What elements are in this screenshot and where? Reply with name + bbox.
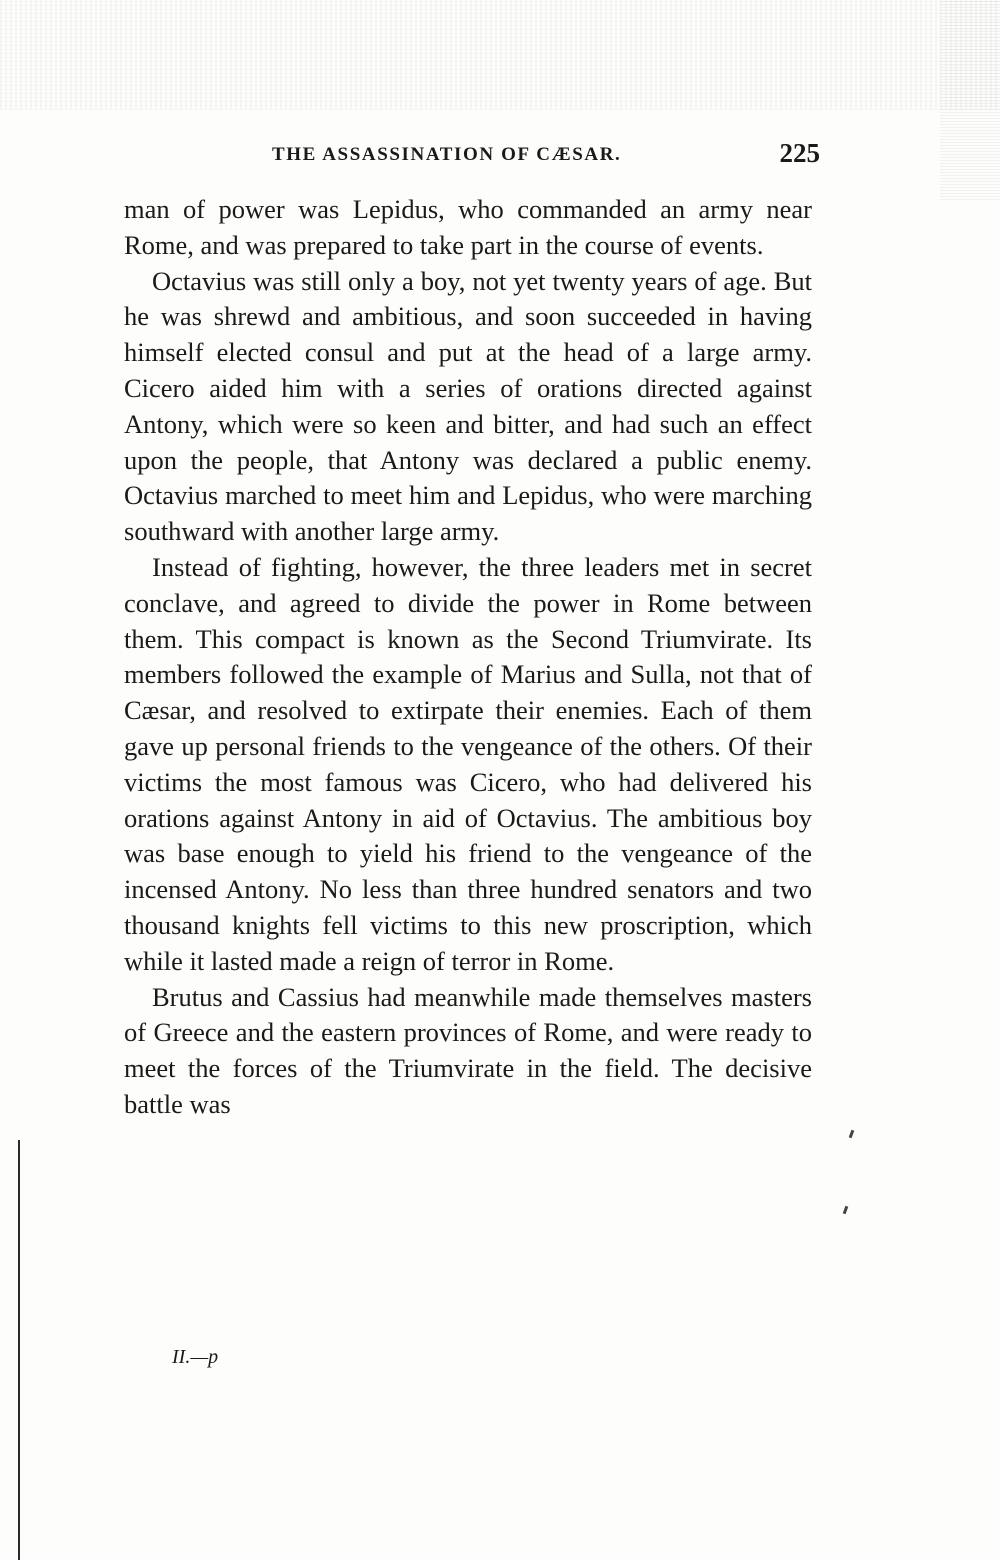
- binding-edge-line: [18, 1140, 20, 1560]
- stray-mark: [849, 1130, 855, 1139]
- page-header: [272, 138, 820, 172]
- scan-noise-right: [940, 0, 1000, 200]
- body-text: [124, 192, 812, 1123]
- running-head: THE ASSASSINATION OF CÆSAR.: [272, 144, 622, 165]
- stray-mark: [843, 1206, 849, 1215]
- page-number: 225: [779, 138, 820, 168]
- paragraph-brutus-cassius: Brutus and Cassius had meanwhile made themselves masters of Greece and the eastern provinces of Rome, and were ready to meet the forces of the Triumvirate in the field. The decisive battle was: [124, 981, 812, 1119]
- paragraph-continued: man of power was Lepidus, who commanded an army near Rome, and was prepared to take part in the course of events.: [124, 194, 812, 260]
- paragraph-triumvirate: Instead of fighting, however, the three leaders met in secret conclave, and agreed to divide the power in Rome between them. This compact is known as the Second Triumvirate. Its members followed the example of Marius and Sulla, not that of Cæsar, and resolved to extirpate their enemies. Each of them gave up personal friends to the vengeance of the others. Of their victims the most famous was Cicero, who had delivered his orations against Antony in aid of Octavius. The ambitious boy was base enough to yield his friend to the vengeance of the incensed Antony. No less than three hundred senators and two thousand knights fell victims to this new proscription, which while it lasted made a reign of terror in Rome.: [124, 551, 812, 976]
- signature-mark: II.—p: [172, 1346, 219, 1368]
- paragraph-octavius: Octavius was still only a boy, not yet twenty years of age. But he was shrewd and ambitious, and soon succeeded in having himself elected consul and put at the head of a large army. Cicero aided him with a series of orations directed against Antony, which were so keen and bitter, and had such an effect upon the people, that Antony was declared a public enemy. Octavius marched to meet him and Lepidus, who were marching southward with another large army.: [124, 265, 812, 547]
- scan-noise-top: [0, 0, 1000, 110]
